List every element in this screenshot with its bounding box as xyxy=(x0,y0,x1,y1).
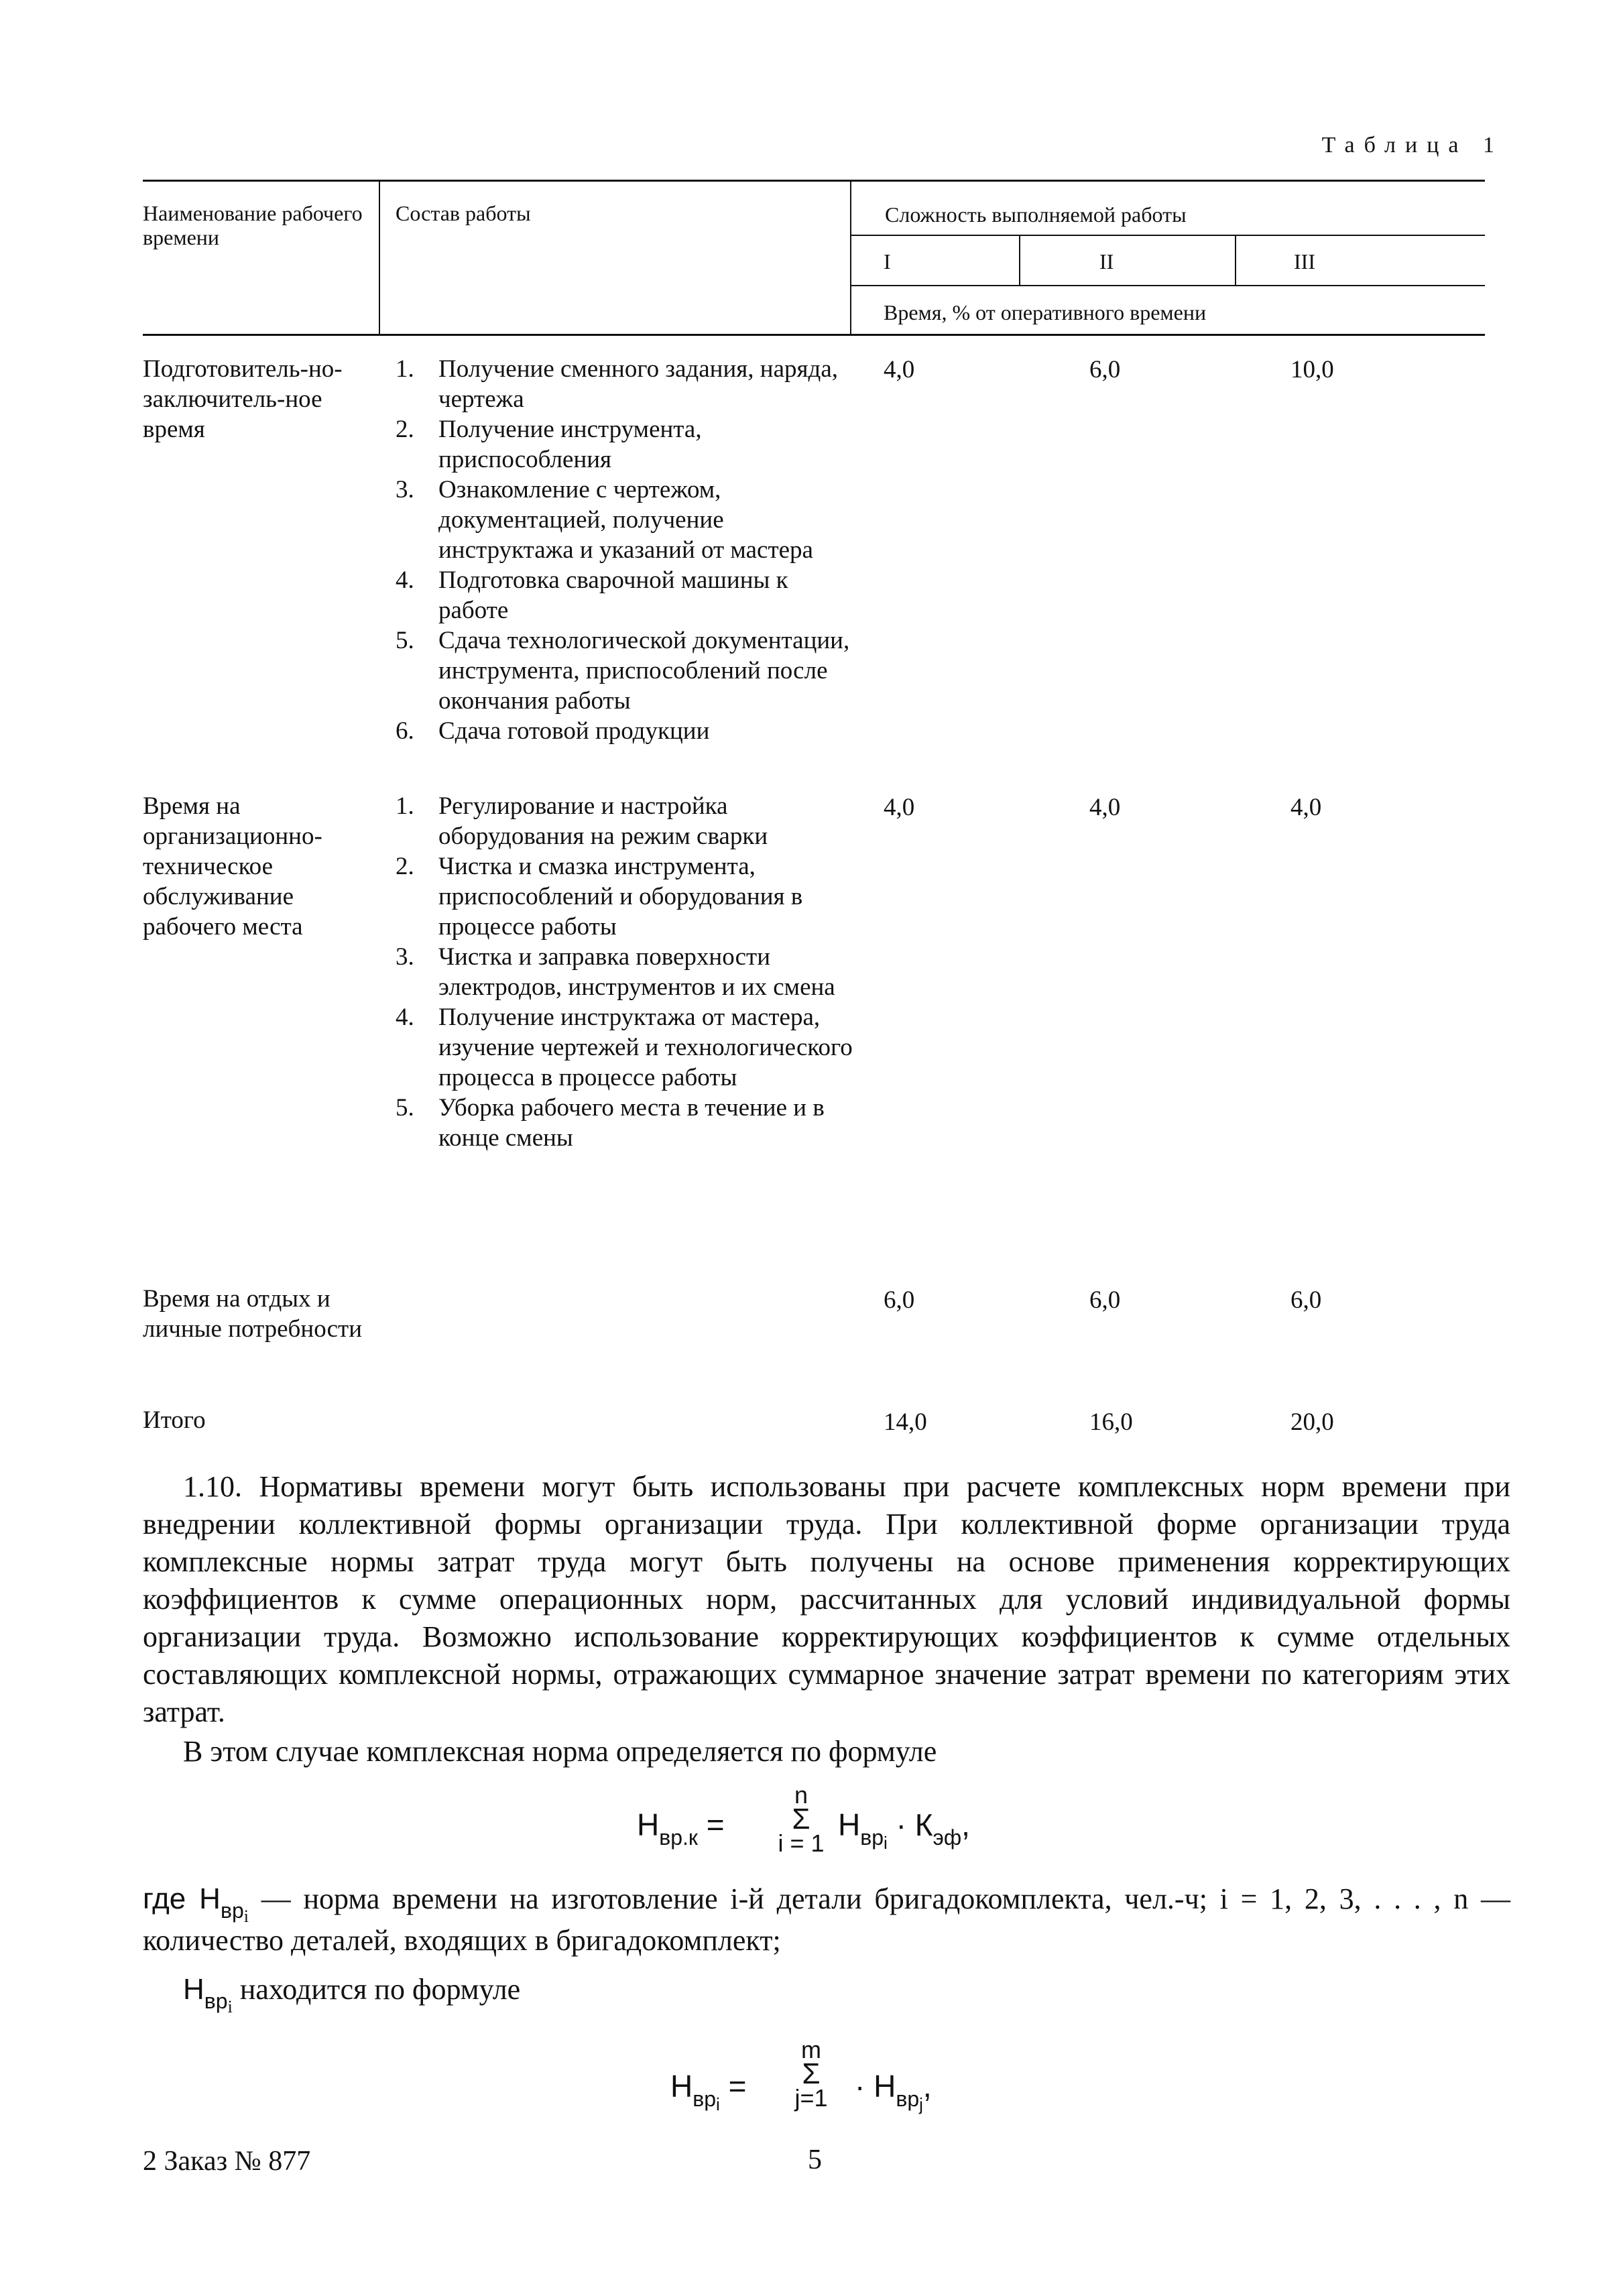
list-item xyxy=(396,716,858,746)
step-number: 4. xyxy=(396,566,414,594)
value-level-3: 10,0 xyxy=(1290,356,1334,383)
row-name: Время на отдых и личные потребности xyxy=(143,1285,363,1343)
header-level-2: II xyxy=(1099,249,1114,274)
col-divider-3 xyxy=(1019,235,1020,286)
formula-2-term-subscript: вр xyxy=(896,2087,920,2111)
value-level-2: 16,0 xyxy=(1089,1408,1133,1436)
step-number: 3. xyxy=(396,943,414,971)
col-divider-1 xyxy=(379,180,380,335)
step-number: 2. xyxy=(396,416,414,443)
formula-1-lhs-subscript: вр.к xyxy=(659,1825,698,1850)
value-level-3: 4,0 xyxy=(1290,794,1322,821)
list-item xyxy=(396,942,858,1002)
formula-2-tail: , xyxy=(922,2069,932,2104)
formula-2-sum xyxy=(774,2038,848,2110)
step-text: Ознакомление с чертежом, документацией, получение инструктажа и указаний от мастера xyxy=(438,476,813,564)
formula-2-lhs-symbol: Н xyxy=(670,2069,693,2104)
step-text: Получение инструмента, приспособления xyxy=(438,416,702,473)
header-complexity: Сложность выполняемой работы xyxy=(885,202,1187,227)
where-subscript-index: i xyxy=(243,1907,249,1926)
paragraph-where xyxy=(143,1880,1510,1959)
row-name: Подготовитель-но-заключитель-ное время xyxy=(143,355,343,443)
formula-1-term-index: i xyxy=(884,1833,888,1853)
formula-2-equals: = xyxy=(728,2069,747,2104)
footer-order-number: 2 Заказ № 877 xyxy=(143,2146,311,2177)
value-level-3: 20,0 xyxy=(1290,1408,1334,1436)
formula-1-rhs xyxy=(838,1807,970,1853)
header-unit: Время, % от оперативного времени xyxy=(884,300,1207,324)
where-prefix: где Н xyxy=(143,1882,221,1915)
step-text: Уборка рабочего места в течение и в конце смены xyxy=(438,1094,825,1152)
formula-2-rhs xyxy=(855,2068,932,2114)
formula-2-sum-top: m xyxy=(801,2036,821,2063)
header-level-1: I xyxy=(884,249,891,274)
header-level-3: III xyxy=(1294,249,1315,274)
formula-1-coef-symbol: К xyxy=(914,1807,933,1842)
formula-1-term-subscript: вр xyxy=(860,1825,884,1850)
list-item xyxy=(396,1093,858,1153)
complexity-rule xyxy=(851,235,1485,236)
list-item xyxy=(396,414,858,475)
levels-rule xyxy=(851,285,1485,286)
paragraph-formula-intro: В этом случае комплексная норма определяется по формуле xyxy=(183,1735,937,1768)
list-item xyxy=(396,625,858,716)
step-text: Подготовка сварочной машины к работе xyxy=(438,566,788,624)
table-top-rule xyxy=(143,180,1485,182)
formula-2-sum-sign: Σ xyxy=(802,2057,821,2090)
where-rest: — норма времени на изготовление i-й детали бригадокомплекта, чел.-ч; i = 1, 2, 3, . . . , n — количество деталей, входящих в бригадокомплект; xyxy=(143,1882,1510,1957)
list-item xyxy=(396,851,858,942)
formula-2-mul: · xyxy=(855,2069,865,2104)
step-number: 5. xyxy=(396,1094,414,1122)
row-name: Время на организационно-техническое обслуживание рабочего места xyxy=(143,792,322,941)
list-item xyxy=(396,475,858,565)
formula-2-term-index: j xyxy=(919,2094,923,2114)
paragraph-found-by xyxy=(183,1971,1457,2016)
step-text: Получение сменного задания, наряда, чертежа xyxy=(438,355,839,413)
col-divider-4 xyxy=(1235,235,1236,286)
step-number: 3. xyxy=(396,476,414,503)
page-number: 5 xyxy=(808,2144,822,2175)
line-3-subscript-index: i xyxy=(227,1997,233,2016)
col-divider-2 xyxy=(850,180,851,335)
formula-1-sum-top: n xyxy=(794,1781,808,1809)
line-3-subscript: вр xyxy=(204,1989,228,2013)
line-3-symbol: Н xyxy=(183,1973,204,2006)
formula-1-sum xyxy=(768,1783,835,1856)
table-header-bottom-rule xyxy=(143,334,1485,336)
value-level-1: 4,0 xyxy=(884,356,915,383)
step-number: 2. xyxy=(396,853,414,880)
row-steps xyxy=(396,791,858,1153)
step-number: 1. xyxy=(396,792,414,820)
value-level-3: 6,0 xyxy=(1290,1286,1322,1314)
formula-1-sum-bottom: i = 1 xyxy=(778,1829,825,1857)
step-text: Чистка и заправка поверхности электродов, инструментов и их смена xyxy=(438,943,835,1001)
list-item xyxy=(396,565,858,625)
formula-1-term-symbol: Н xyxy=(838,1807,861,1842)
formula-2-lhs-subscript: вр xyxy=(693,2087,717,2111)
value-level-1: 4,0 xyxy=(884,794,915,821)
row-name: Итого xyxy=(143,1406,206,1434)
row-steps xyxy=(396,354,858,746)
formula-2-lhs-index: i xyxy=(716,2094,720,2114)
formula-1-lhs-symbol: Н xyxy=(637,1807,660,1842)
value-level-1: 14,0 xyxy=(884,1408,927,1436)
formula-2-term-symbol: Н xyxy=(874,2069,896,2104)
header-name: Наименование рабочего времени xyxy=(143,201,363,249)
step-text: Сдача готовой продукции xyxy=(438,717,710,745)
step-number: 4. xyxy=(396,1004,414,1031)
paragraph-1-10: 1.10. Нормативы времени могут быть использованы при расчете комплексных норм времени при внедрении коллективной формы организации труда. При коллективной форме организации труда комплексные нормы затрат труда могут быть получены на основе применения корректирующих коэффициентов к сумме операционных норм, рассчитанных для условий индивидуальной формы организации труда. Возможно использование корректирующих коэффициентов к сумме отдельных составляющих комплексной нормы, отражающих суммарное значение затрат времени по категориям этих затрат. xyxy=(143,1470,1510,1728)
step-text: Чистка и смазка инструмента, приспособлений и оборудования в процессе работы xyxy=(438,853,803,941)
value-level-1: 6,0 xyxy=(884,1286,915,1314)
list-item xyxy=(396,791,858,851)
value-level-2: 6,0 xyxy=(1089,356,1121,383)
list-item xyxy=(396,1002,858,1093)
line-3-rest: находится по формуле xyxy=(232,1973,521,2006)
formula-1-sum-sign: Σ xyxy=(792,1803,810,1835)
step-number: 5. xyxy=(396,627,414,654)
formula-1-tail: , xyxy=(961,1807,970,1842)
formula-1-lhs xyxy=(637,1807,725,1850)
value-level-2: 6,0 xyxy=(1089,1286,1121,1314)
formula-1-equals: = xyxy=(706,1807,725,1842)
formula-1-mul: · xyxy=(896,1807,906,1842)
formula-1-coef-subscript: эф xyxy=(933,1825,962,1850)
step-text: Регулирование и настройка оборудования на режим сварки xyxy=(438,792,768,850)
step-text: Получение инструктажа от мастера, изучение чертежей и технологического процесса в процессе работы xyxy=(438,1004,853,1091)
where-subscript: вр xyxy=(220,1898,244,1923)
step-number: 6. xyxy=(396,717,414,745)
step-number: 1. xyxy=(396,355,414,383)
header-composition: Состав работы xyxy=(396,201,531,225)
value-level-2: 4,0 xyxy=(1089,794,1121,821)
formula-2-sum-bottom: j=1 xyxy=(794,2084,828,2112)
step-text: Сдача технологической документации, инструмента, приспособлений после окончания работы xyxy=(438,627,850,715)
formula-2-lhs xyxy=(670,2068,747,2114)
table-caption: Таблица 1 xyxy=(1321,133,1504,158)
list-item xyxy=(396,354,858,414)
